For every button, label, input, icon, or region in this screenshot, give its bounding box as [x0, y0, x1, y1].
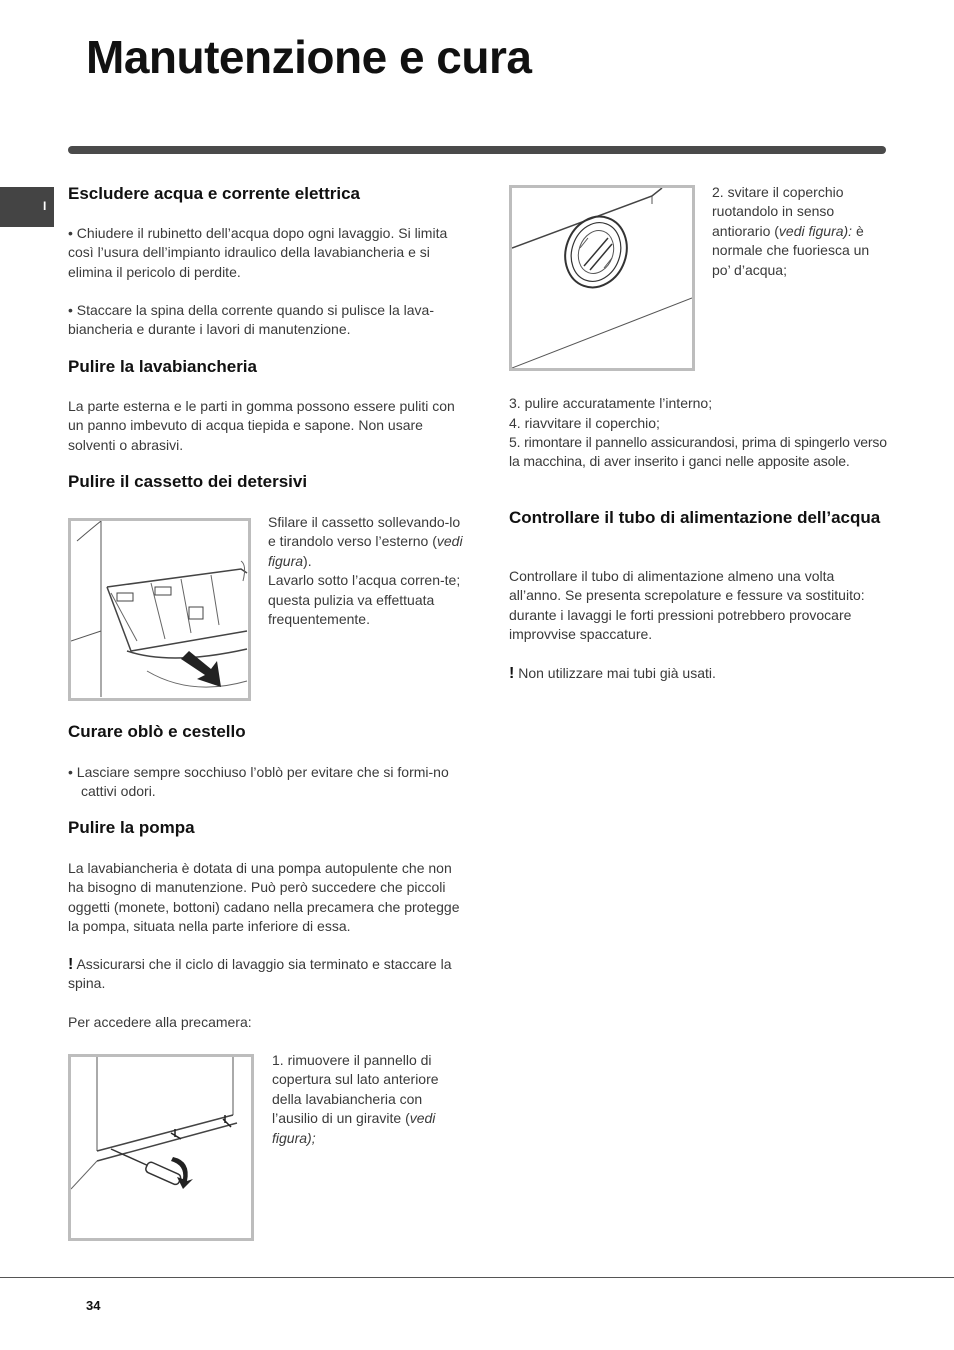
pump-cover-illustration: [512, 188, 692, 368]
step-5: 5. rimontare il pannello assicurandosi, prima di spingerlo verso la macchina, di aver inserito i ganci nelle apposite asole.: [509, 434, 887, 470]
footer-rule: [0, 1277, 954, 1278]
page-title: Manutenzione e cura: [86, 31, 532, 83]
title-rule: [68, 146, 886, 154]
heading-tubo: Controllare il tubo di alimentazione dell’acqua: [509, 508, 881, 527]
warning-pompa: ! Assicurarsi che il ciclo di lavaggio sia terminato e staccare la spina.: [68, 956, 452, 992]
figure-remove-panel: [68, 1054, 254, 1241]
heading-cassetto: Pulire il cassetto dei detersivi: [68, 472, 308, 491]
step-2: 2. svitare il coperchio ruotandolo in senso antiorario (vedi figura): è normale che fuoriesca un po’ d’acqua;: [712, 184, 870, 278]
bullet-spina: • Staccare la spina della corrente quando si pulisce la lava-biancheria e durante i lavori di manutenzione.: [68, 302, 434, 338]
language-tab: [0, 187, 54, 227]
heading-pompa: Pulire la pompa: [68, 818, 195, 837]
warning-icon: !: [509, 665, 515, 682]
text-cassetto: Sfilare il cassetto sollevando-lo e tirandolo verso l’esterno (vedi figura). Lavarlo sotto l’acqua corren-te; questa pulizia va effettuata frequentemente.: [268, 514, 463, 628]
heading-escludere: Escludere acqua e corrente elettrica: [68, 184, 360, 203]
warning-tubo: ! Non utilizzare mai tubi già usati.: [509, 665, 716, 682]
text-pompa: La lavabiancheria è dotata di una pompa autopulente che non ha bisogno di manutenzione. Può però succedere che piccoli oggetti (monete, bottoni) cadano nella precamera che protegge la pompa, situata nella parte inferiore di essa.: [68, 860, 460, 935]
figure-detergent-drawer: [68, 518, 251, 701]
heading-pulire-lavabiancheria: Pulire la lavabiancheria: [68, 357, 257, 376]
step-4: 4. riavvitare il coperchio;: [509, 415, 660, 431]
text-accesso-precamera: Per accedere alla precamera:: [68, 1014, 252, 1030]
bullet-oblo: • Lasciare sempre socchiuso l’oblò per evitare che si formi-no cattivi odori.: [68, 764, 449, 800]
text-pulire-lavabiancheria: La parte esterna e le parti in gomma possono essere puliti con un panno imbevuto di acqua tiepida e sapone. Non usare solventi o abrasivi.: [68, 398, 455, 453]
figure-pump-cover: [509, 185, 695, 371]
language-tab-label: I: [43, 199, 47, 213]
warning-icon: !: [68, 956, 74, 973]
heading-oblo: Curare oblò e cestello: [68, 722, 246, 741]
bullet-rubinetto: • Chiudere il rubinetto dell’acqua dopo ogni lavaggio. Si limita così l’usura dell’impianto idraulico della lavabiancheria e si elimina il pericolo di perdite.: [68, 225, 448, 280]
step-3: 3. pulire accuratamente l’interno;: [509, 395, 713, 411]
step-1: 1. rimuovere il pannello di copertura sul lato anteriore della lavabiancheria con l’ausilio di un giravite (vedi figura);: [272, 1052, 439, 1146]
text-tubo: Controllare il tubo di alimentazione almeno una volta all’anno. Se presenta screpolature e fessure va sostituito: durante i lavaggi le forti pressioni potrebbero provocare improvvise spaccature.: [509, 568, 865, 643]
panel-screwdriver-illustration: [71, 1057, 251, 1238]
page-number: 34: [86, 1298, 101, 1313]
drawer-illustration: [71, 521, 248, 698]
